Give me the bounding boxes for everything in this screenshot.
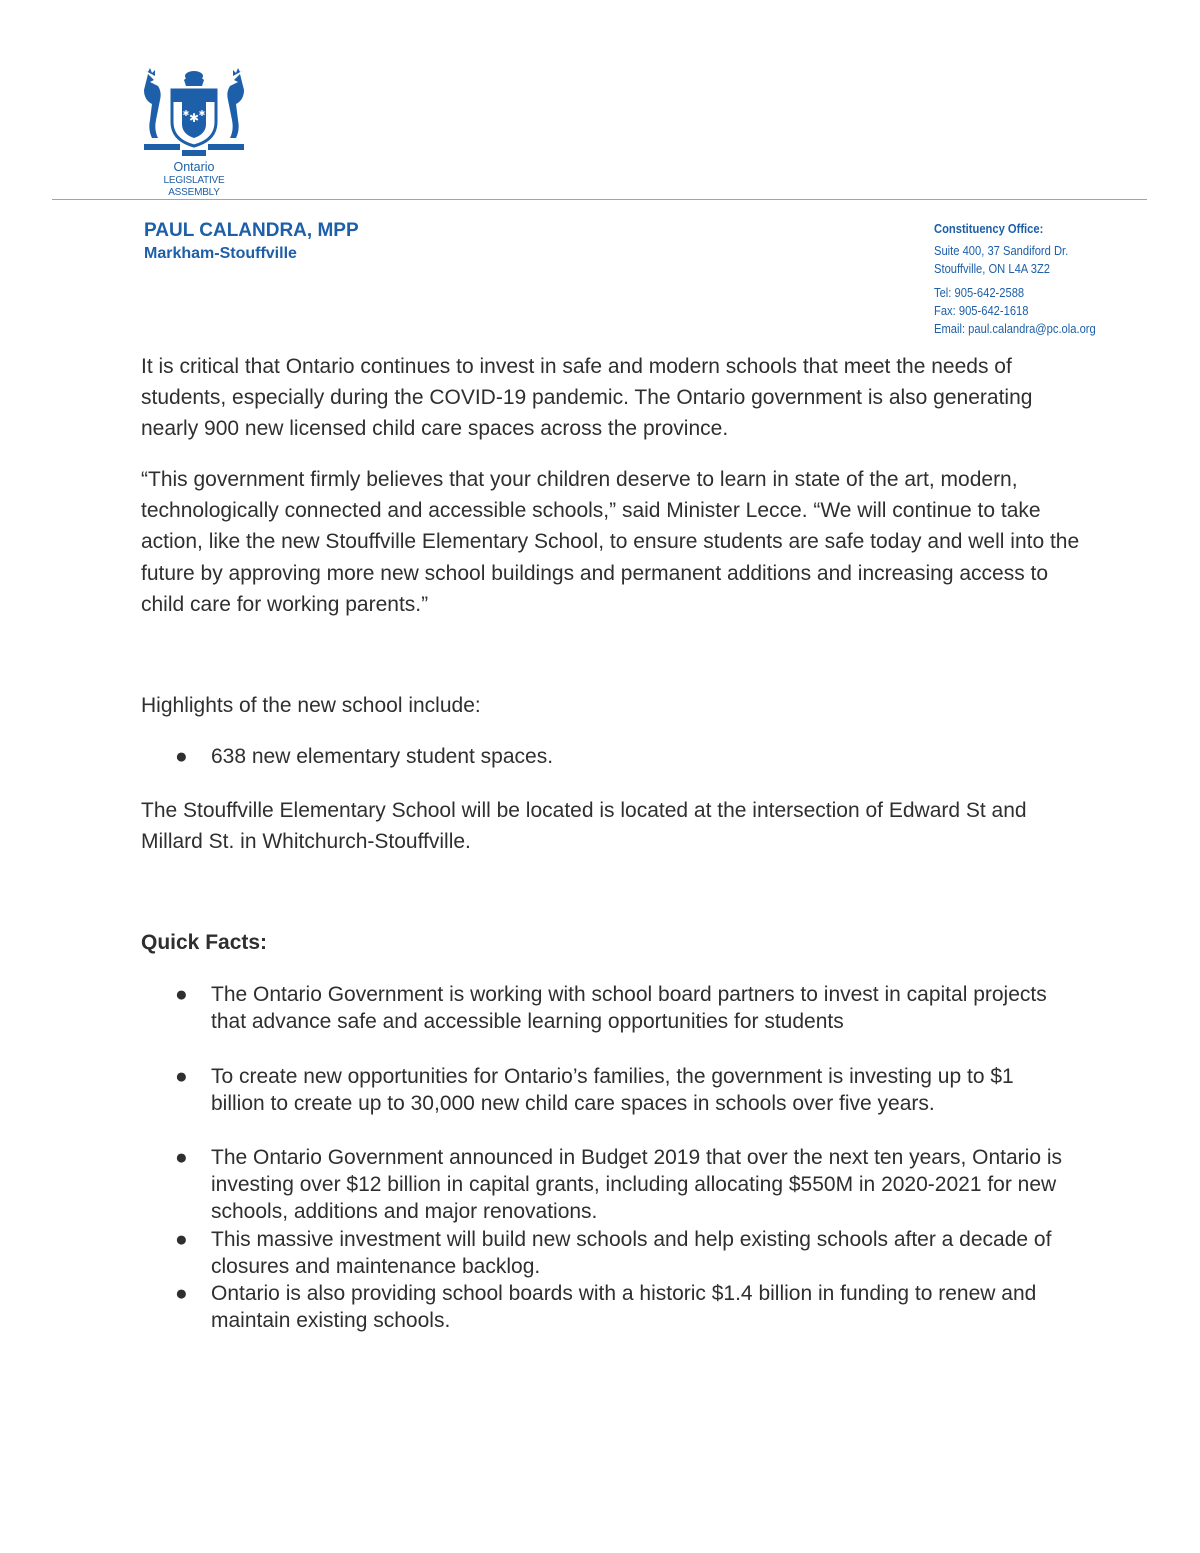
office-fax: Fax: 905-642-1618 xyxy=(934,303,1029,318)
bullet-icon: ● xyxy=(175,1228,188,1251)
paragraph-investment: It is critical that Ontario continues to invest in safe and modern schools that meet the needs of students, especially during the COVID-19 pandemic. The Ontario government is also generating nearly 900 new licensed child care spaces across the province. xyxy=(141,355,1033,441)
highlights-intro: Highlights of the new school include: xyxy=(141,694,481,717)
svg-text:✱: ✱ xyxy=(198,109,206,118)
office-heading: Constituency Office: xyxy=(934,221,1044,236)
quick-facts-heading: Quick Facts: xyxy=(141,931,268,954)
svg-text:✱: ✱ xyxy=(188,111,200,125)
header-divider xyxy=(52,199,1147,200)
office-address-line-1: Suite 400, 37 Sandiford Dr. xyxy=(934,243,1069,258)
coat-of-arms-icon xyxy=(140,66,248,158)
mpp-name: PAUL CALANDRA, MPP xyxy=(144,220,359,241)
bullet-icon: ● xyxy=(175,983,188,1006)
constituency-office xyxy=(934,220,1096,338)
bullet-icon: ● xyxy=(175,745,188,768)
quick-fact-text: The Ontario Government is working with school board partners to invest in capital projects that advance safe and accessible learning opportunities for students xyxy=(211,983,1047,1033)
riding-name: Markham-Stouffville xyxy=(144,245,297,262)
svg-text:✱: ✱ xyxy=(182,109,190,118)
bullet-icon: ● xyxy=(175,1065,188,1088)
paragraph-location: The Stouffville Elementary School will be located is located at the intersection of Edward St and Millard St. in Whitchurch-Stouffville. xyxy=(141,799,1027,854)
mpp-block xyxy=(144,219,359,264)
paragraph-minister-quote: “This government firmly believes that your children deserve to learn in state of the art, modern, technologically connected and accessible schools,” said Minister Lecce. “We will continue to take action, like the new Stouffville Elementary School, to ensure students are safe today and well into the future by approving more new school buildings and permanent additions and increasing access to child care for working parents.” xyxy=(141,468,1080,616)
office-tel: Tel: 905-642-2588 xyxy=(934,285,1025,300)
org-name: Ontario xyxy=(173,160,215,174)
bullet-icon: ● xyxy=(175,1146,188,1169)
highlight-text: 638 new elementary student spaces. xyxy=(211,745,554,768)
office-email[interactable]: Email: paul.calandra@pc.ola.org xyxy=(934,321,1096,336)
quick-fact-text: This massive investment will build new schools and help existing schools after a decade of closures and maintenance backlog. xyxy=(211,1228,1052,1278)
office-address-line-2: Stouffville, ON L4A 3Z2 xyxy=(934,261,1051,276)
bullet-icon: ● xyxy=(175,1282,188,1305)
quick-fact-text: Ontario is also providing school boards with a historic $1.4 billion in funding to renew and maintain existing schools. xyxy=(211,1282,1037,1332)
assembly-logo xyxy=(138,66,250,199)
quick-fact-text: The Ontario Government announced in Budget 2019 that over the next ten years, Ontario is investing over $12 billion in capital grants, including allocating $550M in 2020-2021 for new schools, additions and major renovations. xyxy=(211,1146,1063,1223)
quick-fact-text: To create new opportunities for Ontario’s families, the government is investing up to $1 billion to create up to 30,000 new child care spaces in schools over five years. xyxy=(211,1065,1014,1115)
org-subtitle: LEGISLATIVE ASSEMBLY xyxy=(163,175,225,198)
